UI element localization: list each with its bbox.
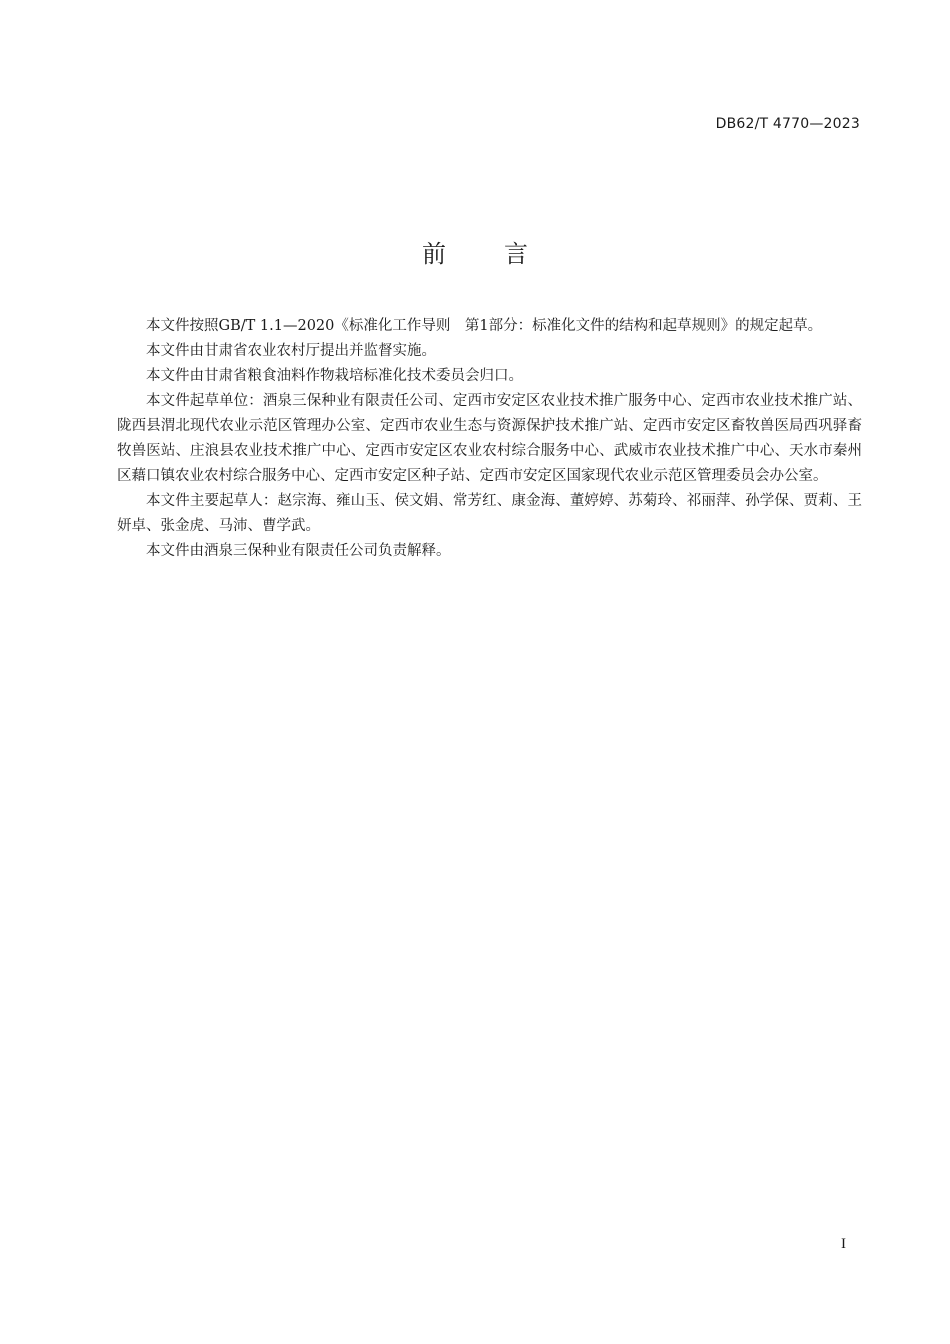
foreword-body xyxy=(117,314,862,564)
paragraph-structure-rules: 本文件按照GB/T 1.1—2020《标准化工作导则 第1部分：标准化文件的结构和起草规则》的规定起草。 xyxy=(146,318,823,334)
document-code: DB62/T 4770—2023 xyxy=(715,116,860,132)
paragraph-technical-committee: 本文件由甘肃省粮食油料作物栽培标准化技术委员会归口。 xyxy=(146,368,523,384)
paragraph-drafters: 本文件主要起草人：赵宗海、雍山玉、侯文娟、常芳红、康金海、董婷婷、苏菊玲、祁丽萍、孙学保、贾莉、王妍卓、张金虎、马沛、曹学武。 xyxy=(117,493,862,534)
page-title: 前言 xyxy=(422,240,586,268)
paragraph-drafting-units: 本文件起草单位：酒泉三保种业有限责任公司、定西市安定区农业技术推广服务中心、定西市农业技术推广站、陇西县渭北现代农业示范区管理办公室、定西市农业生态与资源保护技术推广站、定西市安定区畜牧兽医局西巩驿畜牧兽医站、庄浪县农业技术推广中心、定西市安定区农业农村综合服务中心、武威市农业技术推广中心、天水市秦州区藉口镇农业农村综合服务中心、定西市安定区种子站、定西市安定区国家现代农业示范区管理委员会办公室。 xyxy=(117,393,862,484)
page-number: I xyxy=(841,1236,846,1252)
paragraph-proposer: 本文件由甘肃省农业农村厅提出并监督实施。 xyxy=(146,343,436,359)
paragraph-interpretation: 本文件由酒泉三保种业有限责任公司负责解释。 xyxy=(146,543,451,559)
